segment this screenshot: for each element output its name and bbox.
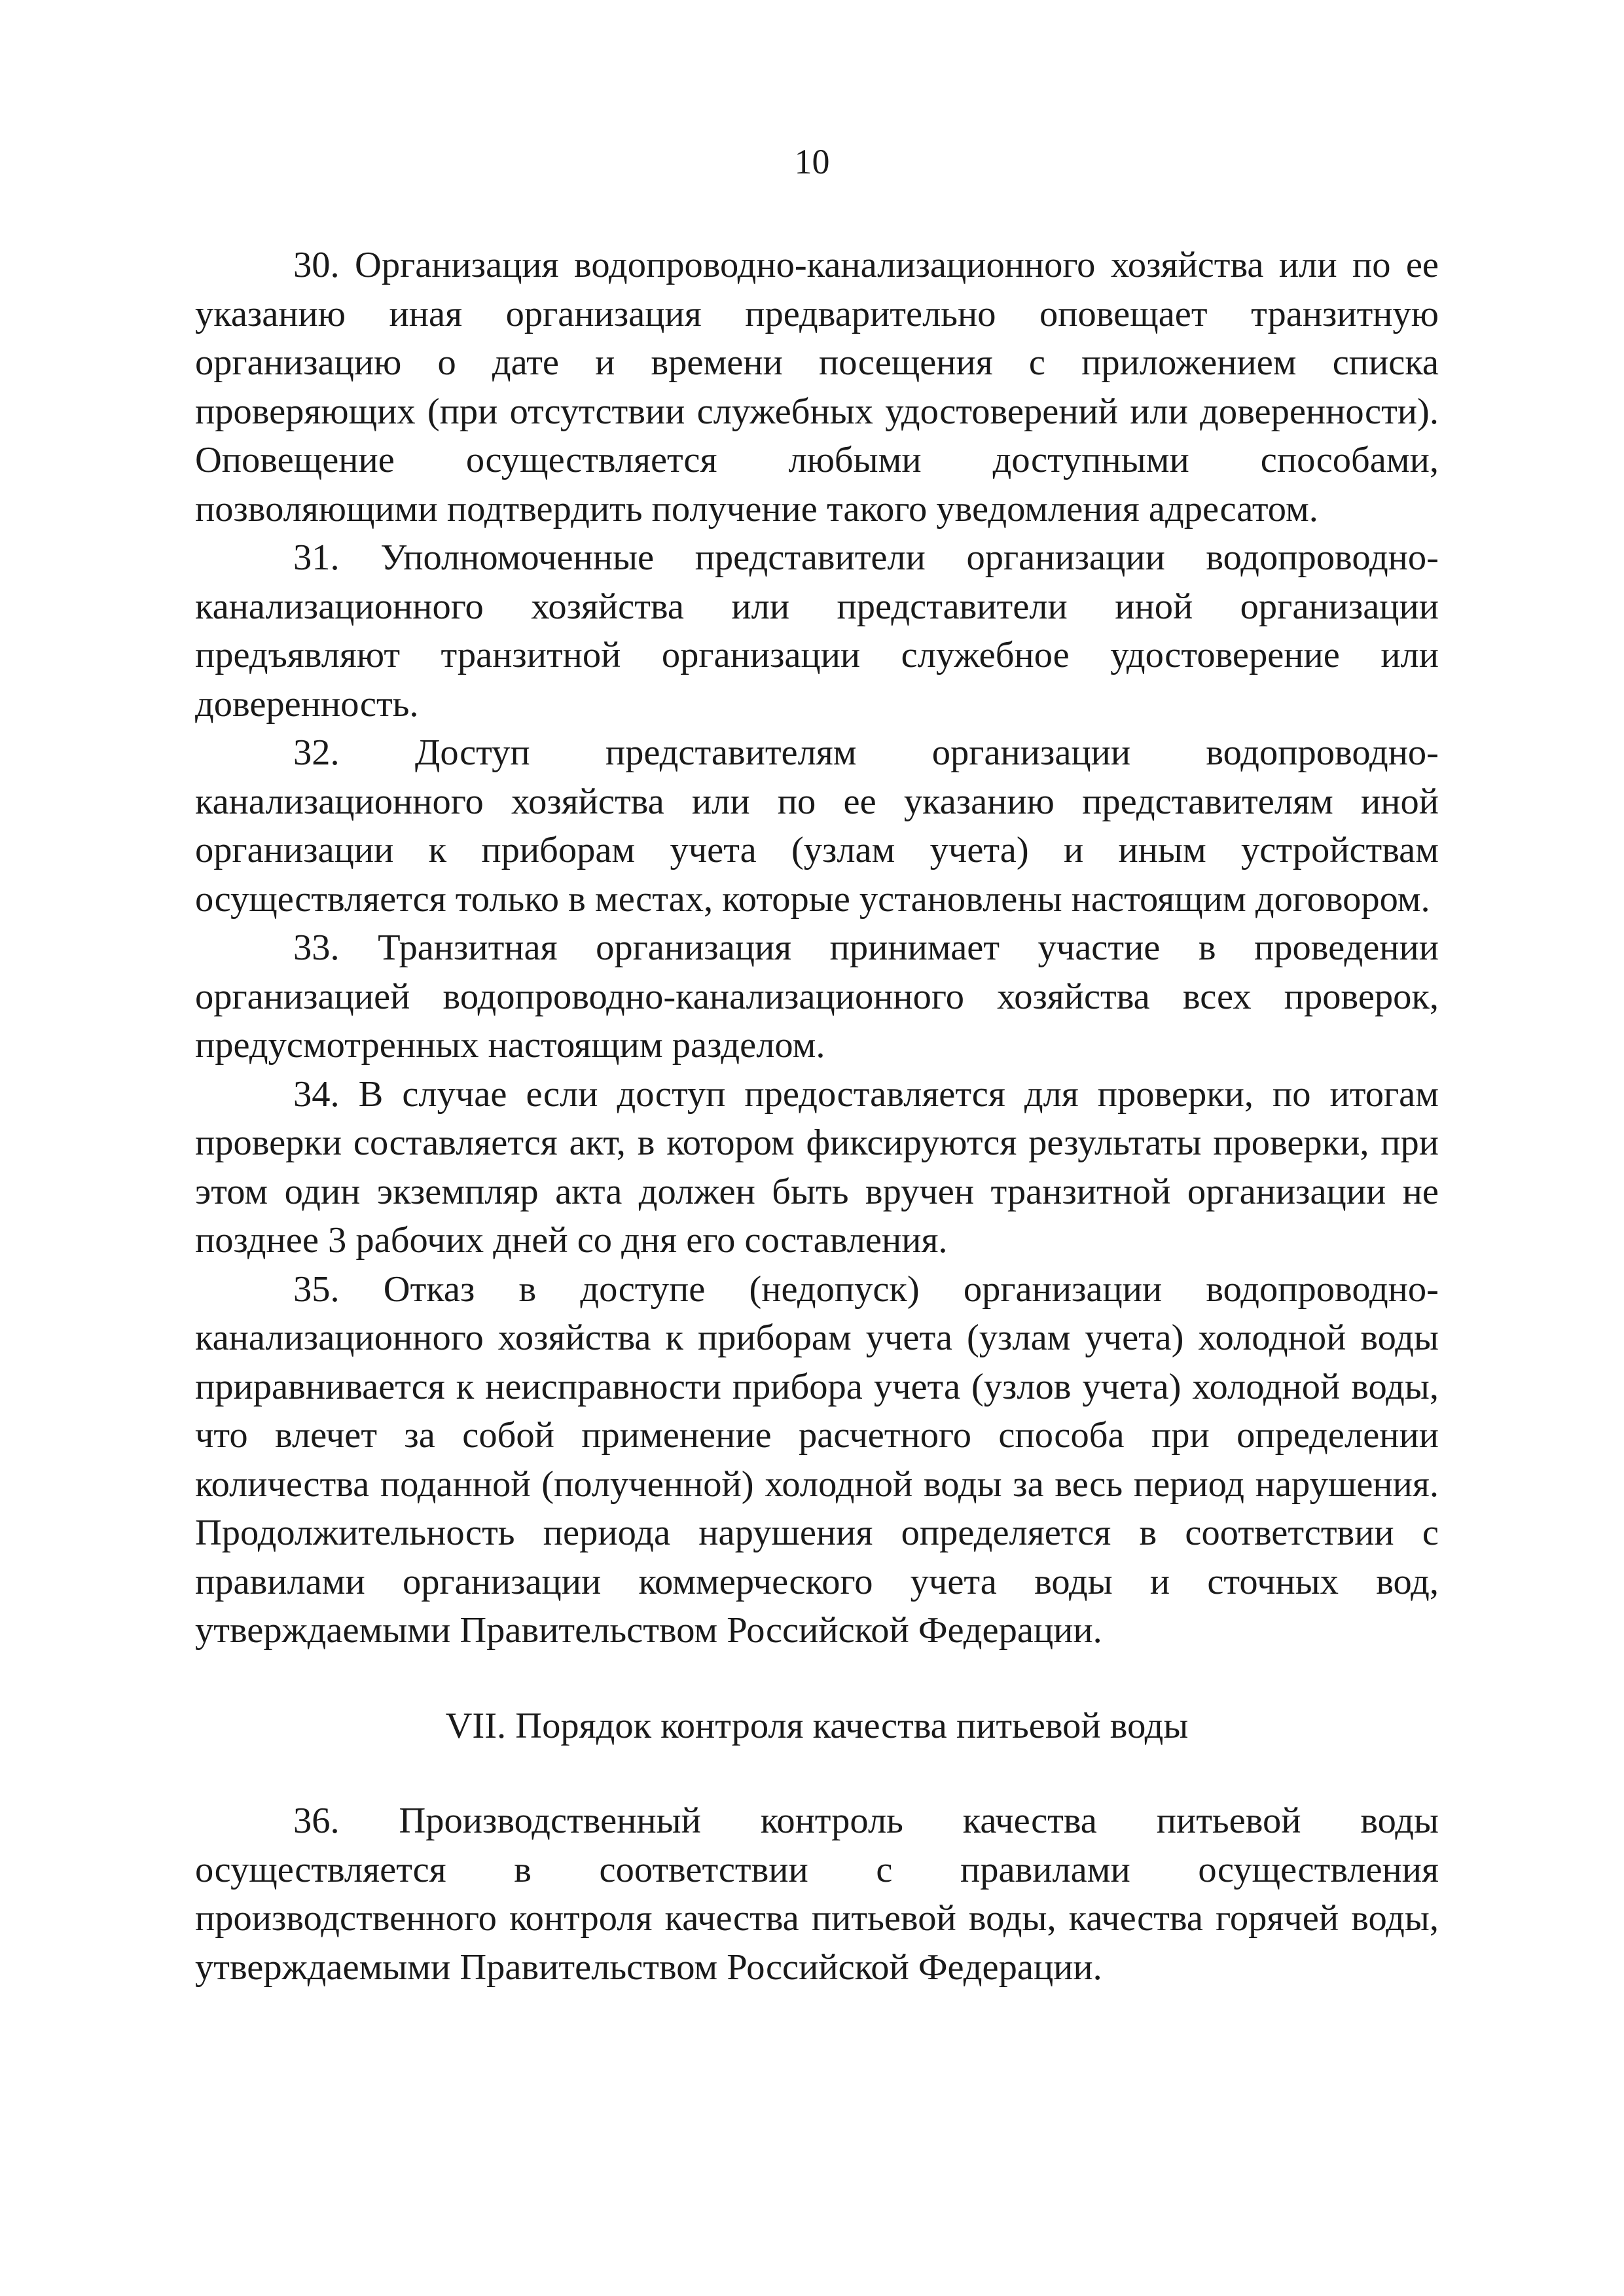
paragraph-33: 33. Транзитная организация принимает участие в проведении организацией водопроводно-канализационного хозяйства всех проверок, предусмотренных настоящим разделом. (195, 927, 1439, 1066)
page-number: 10 (794, 142, 830, 181)
section-heading: VII. Порядок контроля качества питьевой воды (445, 1705, 1189, 1746)
paragraph-31: 31. Уполномоченные представители организации водопроводно-канализационного хозяйства или представители иной организации предъявляют транзитной организации служебное удостоверение или доверенность. (195, 537, 1439, 725)
paragraph-32: 32. Доступ представителям организации водопроводно-канализационного хозяйства или по ее указанию представителям иной организации к приборам учета (узлам учета) и иным устройствам осуществляется только в местах, которые установлены настоящим договором. (195, 732, 1439, 920)
paragraph-30: 30. Организация водопроводно-канализационного хозяйства или по ее указанию иная организация предварительно оповещает транзитную организацию о дате и времени посещения с приложением списка проверяющих (при отсутствии служебных удостоверений или доверенности). Оповещение осуществляется любыми доступными способами, позволяющими подтвердить получение такого уведомления адресатом. (195, 245, 1439, 529)
paragraph-34: 34. В случае если доступ предоставляется для проверки, по итогам проверки составляется акт, в котором фиксируются результаты проверки, при этом один экземпляр акта должен быть вручен транзитной организации не позднее 3 рабочих дней со дня его составления. (195, 1073, 1439, 1261)
document-body (195, 241, 1439, 1992)
paragraph-36: 36. Производственный контроль качества питьевой воды осуществляется в соответствии с правилами осуществления производственного контроля качества питьевой воды, качества горячей воды, утверждаемыми Правительством Российской Федерации. (195, 1801, 1439, 1988)
paragraph-35: 35. Отказ в доступе (недопуск) организации водопроводно-канализационного хозяйства к приборам учета (узлам учета) холодной воды приравнивается к неисправности прибора учета (узлов учета) холодной воды, что влечет за собой применение расчетного способа при определении количества поданной (полученной) холодной воды за весь период нарушения. Продолжительность периода нарушения определяется в соответствии с правилами организации коммерческого учета воды и сточных вод, утверждаемыми Правительством Российской Федерации. (195, 1268, 1439, 1651)
